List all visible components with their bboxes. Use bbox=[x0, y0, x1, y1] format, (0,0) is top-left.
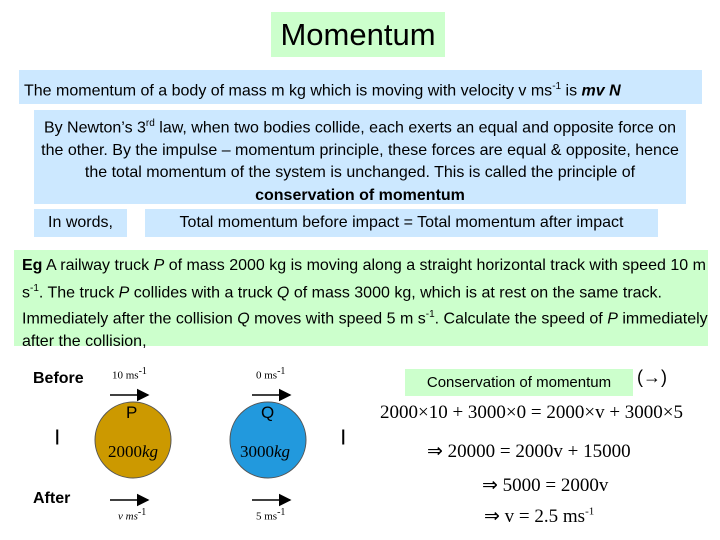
example-eg: Eg bbox=[22, 257, 43, 274]
truck-q-mass: 3000kg bbox=[240, 442, 291, 461]
positive-direction-icon: (→) bbox=[637, 367, 667, 387]
example-p2: P bbox=[118, 283, 130, 301]
equation-line-1: 2000×10 + 3000×0 = 2000×v + 3000×5 bbox=[380, 402, 684, 423]
example-s4: collides with a truck bbox=[129, 283, 277, 301]
divider-tick-right: | bbox=[341, 428, 346, 445]
truck-q-label: Q bbox=[261, 403, 275, 422]
example-s3: . The truck bbox=[38, 283, 119, 301]
equation-line-2: ⇒ 20000 = 2000v + 15000 bbox=[427, 441, 631, 462]
before-label: Before bbox=[33, 370, 84, 387]
velocity-q-after: 5 $ms^{-1}$ bbox=[256, 507, 286, 523]
example-q2: Q bbox=[237, 310, 250, 328]
example-q: Q bbox=[276, 283, 290, 301]
in-words-label: In words, bbox=[34, 209, 127, 237]
equation-line-3: ⇒ 5000 = 2000v bbox=[482, 475, 609, 496]
divider-tick-left: | bbox=[55, 428, 60, 445]
velocity-q-before: 0 $ms^{-1}$ bbox=[256, 366, 286, 382]
example-sup1: -1 bbox=[30, 282, 39, 294]
equation-line-4: ⇒ v = 2.5 $ms^{-1}$ bbox=[484, 505, 595, 527]
example-s1: A railway truck bbox=[42, 257, 154, 274]
conservation-label: Conservation of momentum bbox=[405, 369, 633, 396]
example-s5: of mass 3000 kg, which is at rest on the same track. Immediately after the collision bbox=[22, 283, 662, 328]
definition-is: is bbox=[561, 82, 582, 100]
after-label: After bbox=[33, 490, 71, 507]
newton-bold: conservation of momentum bbox=[255, 186, 465, 204]
velocity-p-before: 10 $ms^{-1}$ bbox=[112, 366, 147, 382]
newton-text-2: law, when two bodies collide, each exerts an equal and opposite force on the other. By the impulse – momentum principle, these forces are equal & opposite, hence the total momentum of the system is unchanged. This is called the principle of bbox=[41, 119, 679, 182]
example-s8: immediately after the collision, bbox=[22, 310, 708, 351]
definition-text: The momentum of a body of mass m kg which is moving with velocity v ms bbox=[24, 82, 553, 100]
example-s6: moves with speed 5 m s bbox=[249, 310, 426, 328]
truck-p-mass: 2000kg bbox=[108, 442, 159, 461]
definition-sup: -1 bbox=[552, 81, 562, 92]
definition-result: mv N bbox=[581, 82, 621, 100]
newton-text-1: By Newton’s 3 bbox=[43, 119, 146, 137]
example-sup2: -1 bbox=[425, 309, 435, 321]
truck-p-label: P bbox=[126, 403, 138, 422]
newton-sup: rd bbox=[145, 118, 155, 129]
example-s2: of mass 2000 kg is moving along a straight horizontal track with speed 10 m s bbox=[22, 257, 706, 301]
example-s7: . Calculate the speed of bbox=[434, 310, 608, 328]
page-title: Momentum bbox=[271, 12, 445, 57]
example-p: P bbox=[153, 257, 165, 274]
example-p3: P bbox=[607, 310, 618, 328]
conservation-statement: Total momentum before impact = Total momentum after impact bbox=[145, 209, 658, 237]
velocity-p-after: v $ms^{-1}$ bbox=[118, 507, 147, 523]
